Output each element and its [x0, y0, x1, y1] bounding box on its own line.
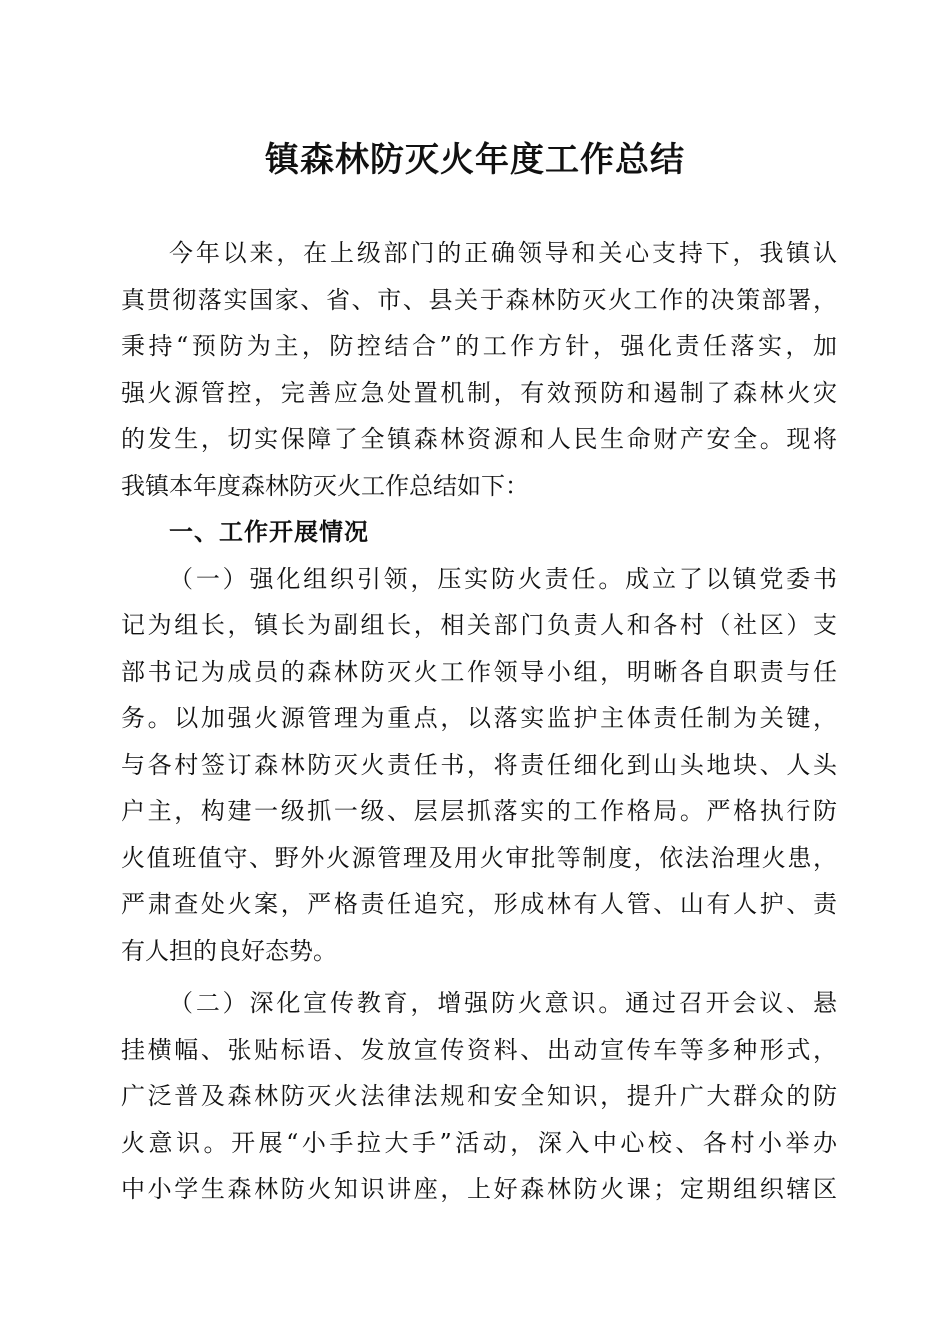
paragraph-line: 广泛普及森林防灭火法律法规和安全知识，提升广大群众的防: [121, 1082, 837, 1110]
paragraph-line: 真贯彻落实国家、省、市、县关于森林防灭火工作的决策部署，: [121, 285, 837, 314]
paragraph-line: 火意识。开展“小手拉大手”活动，深入中心校、各村小举办: [121, 1128, 837, 1157]
paragraph-line: 记为组长，镇长为副组长，相关部门负责人和各村（社区）支: [121, 611, 837, 639]
paragraph-line: （二）深化宣传教育，增强防火意识。通过召开会议、悬: [169, 989, 837, 1017]
paragraph-line: 务。以加强火源管理为重点，以落实监护主体责任制为关键，: [121, 704, 837, 732]
paragraph-line: 秉持“预防为主，防控结合”的工作方针，强化责任落实，加: [121, 332, 837, 360]
document-body: [121, 230, 837, 1213]
paragraph-line: 强火源管控，完善应急处置机制，有效预防和遏制了森林火灾: [121, 378, 837, 407]
paragraph-line: 火值班值守、野外火源管理及用火审批等制度，依法治理火患，: [121, 843, 837, 872]
paragraph-line: 我镇本年度森林防灭火工作总结如下：: [121, 471, 529, 500]
paragraph-line: 的发生，切实保障了全镇森林资源和人民生命财产安全。现将: [121, 425, 837, 453]
intro-paragraph: [121, 230, 837, 509]
paragraph-line: 严肃查处火案，严格责任追究，形成林有人管、山有人护、责: [121, 890, 837, 918]
paragraph-line: 今年以来，在上级部门的正确领导和关心支持下，我镇认: [169, 239, 837, 267]
paragraph-line: 有人担的良好态势。: [121, 936, 337, 965]
paragraph-line: 部书记为成员的森林防灭火工作领导小组，明晰各自职责与任: [121, 657, 837, 686]
paragraph-line: 户主，构建一级抓一级、层层抓落实的工作格局。严格执行防: [121, 797, 837, 825]
document-title: 镇森林防灭火年度工作总结: [265, 140, 685, 180]
paragraph-line: 与各村签订森林防灭火责任书，将责任细化到山头地块、人头: [121, 750, 837, 779]
paragraph-line: （一）强化组织引领，压实防火责任。成立了以镇党委书: [169, 564, 837, 593]
item-one-paragraph: [121, 556, 837, 975]
section-heading: 一、工作开展情况: [169, 518, 369, 546]
paragraph-line: 挂横幅、张贴标语、发放宣传资料、出动宣传车等多种形式，: [121, 1035, 837, 1064]
paragraph-line: 中小学生森林防火知识讲座，上好森林防火课；定期组织辖区: [121, 1175, 837, 1203]
item-two-paragraph: [121, 980, 837, 1213]
